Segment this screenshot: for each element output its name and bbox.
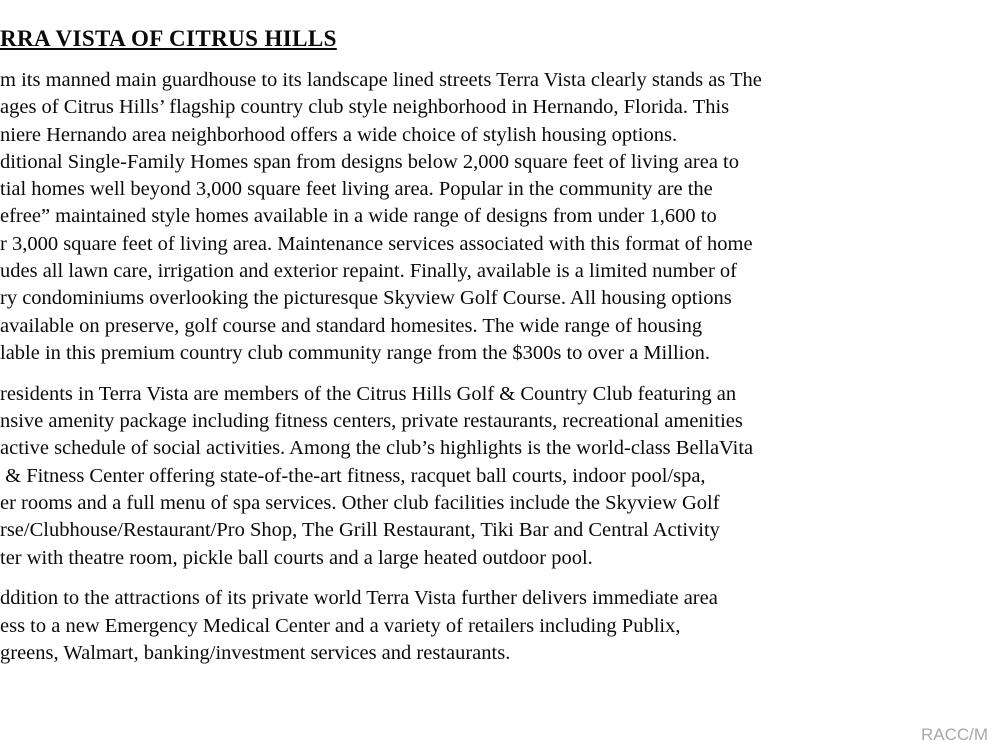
document-content — [0, 26, 1000, 681]
text-line: residents in Terra Vista are members of the Citrus Hills Golf & Country Club featuring an — [0, 382, 737, 405]
text-line: er rooms and a full menu of spa services. Other club facilities include the Skyview Golf — [0, 491, 720, 514]
text-line: ter with theatre room, pickle ball courts and a large heated outdoor pool. — [0, 546, 593, 569]
text-line: tial homes well beyond 3,000 square feet living area. Popular in the community are the — [0, 178, 713, 201]
text-line: greens, Walmart, banking/investment services and restaurants. — [0, 641, 511, 664]
text-line: available on preserve, golf course and standard homesites. The wide range of housing — [0, 314, 703, 337]
text-line: lable in this premium country club community range from the $300s to over a Million. — [0, 341, 710, 364]
text-line: ditional Single-Family Homes span from designs below 2,000 square feet of living area to — [0, 150, 739, 173]
text-line: ages of Citrus Hills’ flagship country club style neighborhood in Hernando, Florida. This — [0, 96, 730, 119]
text-line: udes all lawn care, irrigation and exterior repaint. Finally, available is a limited number of — [0, 260, 737, 283]
text-line: r 3,000 square feet of living area. Maintenance services associated with this format of home — [0, 232, 753, 255]
watermark-text: RACC/M — [921, 725, 989, 744]
text-line: niere Hernando area neighborhood offers a wide choice of stylish housing options. — [0, 123, 678, 146]
text-line: m its manned main guardhouse to its landscape lined streets Terra Vista clearly stands as The — [0, 69, 762, 91]
text-line: & Fitness Center offering state-of-the-art fitness, racquet ball courts, indoor pool/spa, — [0, 464, 706, 487]
paragraph-3 — [0, 585, 1000, 667]
text-line: ry condominiums overlooking the picturesque Skyview Golf Course. All housing options — [0, 287, 732, 310]
text-line: nsive amenity package including fitness centers, private restaurants, recreational amenities — [0, 410, 743, 433]
text-line: rse/Clubhouse/Restaurant/Pro Shop, The Grill Restaurant, Tiki Bar and Central Activity — [0, 519, 720, 542]
text-line: active schedule of social activities. Among the club’s highlights is the world-class BellaVita — [0, 437, 754, 460]
paragraph-1 — [0, 67, 1000, 367]
paragraph-2 — [0, 381, 1000, 572]
text-line: ddition to the attractions of its private world Terra Vista further delivers immediate area — [0, 587, 718, 610]
text-line: efree” maintained style homes available in a wide range of designs from under 1,600 to — [0, 205, 717, 228]
text-line: ess to a new Emergency Medical Center and a variety of retailers including Publix, — [0, 614, 681, 637]
document-title: RRA VISTA OF CITRUS HILLS — [0, 26, 337, 51]
